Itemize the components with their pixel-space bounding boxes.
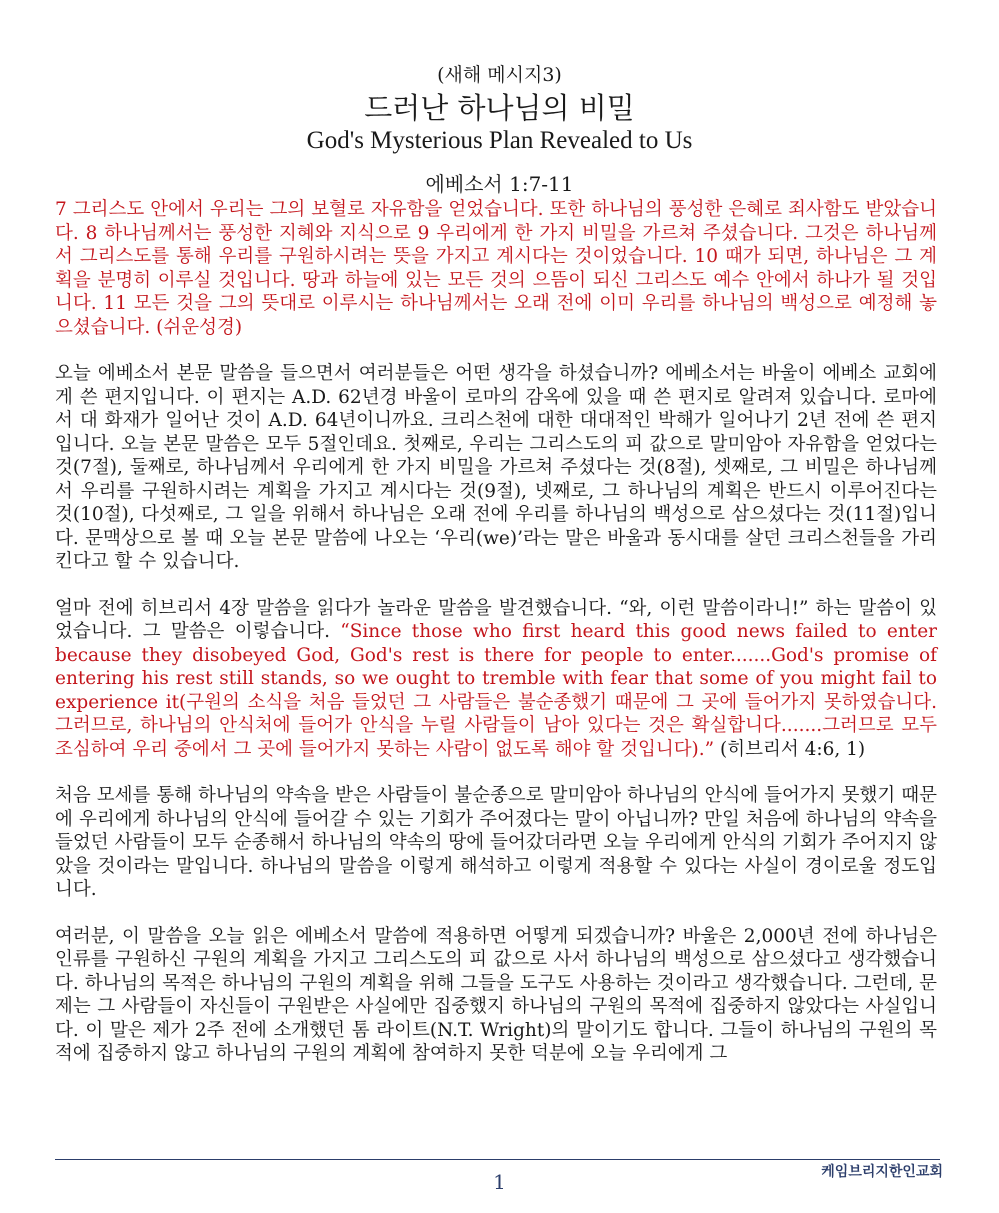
paragraph-3: 처음 모세를 통해 하나님의 약속을 받은 사람들이 불순종으로 말미암아 하나님의 안식에 들어가지 못했기 때문에 우리에게 하나님의 안식에 들어갈 수 있는 기회가 주어졌다는 말이 아닙니까? 만일 처음에 하나님의 약속을 들었던 사람들이 모두 순종해서 하나님의 약속의 땅에 들어갔더라면 오늘 우리에게 안식의 기회가 주어지지 않았을 것이라는 말입니다. 하나님의 말씀을 이렇게 해석하고 이렇게 적용할 수 있다는 사실이 경이로울 정도입니다. bbox=[55, 785, 937, 900]
paragraph-4: 여러분, 이 말씀을 오늘 읽은 에베소서 말씀에 적용하면 어떻게 되겠습니까? 바울은 2,000년 전에 하나님은 인류를 구원하신 구원의 계획을 가지고 그리스도의 피 값으로 사서 하나님의 백성으로 삼으셨다고 생각했습니다. 하나님의 목적은 하나님의 구원의 계획을 위해 그들을 도구도 사용하는 것이라고 생각했습니다. 그런데, 문제는 그 사람들이 자신들이 구원받은 사실에만 집중했지 하나님의 구원의 목적에 집중하지 않았다는 사실입니다. 이 말은 제가 2주 전에 소개했던 톰 라이트(N.T. Wright)의 말이기도 합니다. 그들이 하나님의 구원의 목적에 집중하지 않고 하나님의 구원의 계획에 참여하지 못한 덕분에 오늘 우리에게 그 bbox=[55, 925, 937, 1064]
church-name: 케임브리지한인교회 bbox=[821, 1164, 943, 1180]
sermon-title: 드러난 하나님의 비밀 bbox=[364, 91, 635, 125]
sermon-body bbox=[55, 198, 937, 1089]
paragraph-1: 오늘 에베소서 본문 말씀을 들으면서 여러분들은 어떤 생각을 하셨습니까? 에베소서는 바울이 에베소 교회에게 쓴 편지입니다. 이 편지는 A.D. 62년경 바울이 로마의 감옥에 있을 때 쓴 편지로 알려져 있습니다. 로마에서 대 화재가 일어난 것이 A.D. 64년이니까요. 크리스천에 대한 대대적인 박해가 일어나기 2년 전에 쓴 편지입니다. 오늘 본문 말씀은 모두 5절인데요. 첫째로, 우리는 그리스도의 피 값으로 말미암아 자유함을 얻었다는 것(7절), 둘째로, 하나님께서 우리에게 한 가지 비밀을 가르쳐 주셨다는 것(8절), 셋째로, 그 비밀은 하나님께서 우리를 구원하시려는 계획을 가지고 계시다는 것(9절), 넷째로, 그 하나님의 계획은 반드시 이루어진다는 것(10절), 다섯째로, 그 일을 위해서 하나님은 오래 전에 우리를 하나님의 백성으로 삼으셨다는 것(11절)입니다. 문맥상으로 볼 때 오늘 본문 말씀에 나오는 ‘우리(we)’라는 말은 바울과 동시대를 살던 크리스천들을 가리킨다고 할 수 있습니다. bbox=[55, 363, 937, 572]
page-number: 1 bbox=[493, 1170, 506, 1194]
sermon-header bbox=[0, 62, 999, 198]
paragraph-2-intro: 얼마 전에 히브리서 4장 말씀을 읽다가 놀라운 말씀을 발견했습니다. “와, 이런 말씀이라니!” 하는 말씀이 있었습니다. 그 말씀은 이렇습니다. bbox=[55, 597, 937, 642]
sermon-subtitle: God's Mysterious Plan Revealed to Us bbox=[306, 127, 693, 154]
series-label: (새해 메시지3) bbox=[437, 64, 562, 86]
scripture-passage: 7 그리스도 안에서 우리는 그의 보혈로 자유함을 얻었습니다. 또한 하나님의 풍성한 은혜로 죄사함도 받았습니다. 8 하나님께서는 풍성한 지혜와 지식으로 9 우리에게 한 가지 비밀을 가르쳐 주셨습니다. 그것은 하나님께서 그리스도를 통해 우리를 구원하시려는 뜻을 가지고 계시다는 것이었습니다. 10 때가 되면, 하나님은 그 계획을 분명히 이루실 것입니다. 땅과 하늘에 있는 모든 것의 으뜸이 되신 그리스도 예수 안에서 하나가 될 것입니다. 11 모든 것을 그의 뜻대로 이루시는 하나님께서는 오래 전에 이미 우리를 하나님의 백성으로 예정해 놓으셨습니다. (쉬운성경) bbox=[55, 199, 937, 338]
hebrews-quote: “Since those who first heard this good news failed to enter because they disobeyed God, God's rest is there for people to enter.......God's promise of entering his rest still stands, so we ought to tremble with fear that some of you might fail to experience it(구원의 소식을 처음 들었던 그 사람들은 불순종했기 때문에 그 곳에 들어가지 못하였습니다. 그러므로, 하나님의 안식처에 들어가 안식을 누릴 사람들이 남아 있다는 것은 확실합니다.......그러므로 모두 조심하여 우리 중에서 그 곳에 들어가지 못하는 사람이 없도록 해야 할 것입니다).” bbox=[55, 621, 937, 760]
footer-rule bbox=[55, 1159, 940, 1160]
paragraph-2 bbox=[55, 597, 937, 762]
hebrews-reference: (히브리서 4:6, 1) bbox=[714, 738, 866, 760]
scripture-reference: 에베소서 1:7-11 bbox=[425, 172, 574, 196]
